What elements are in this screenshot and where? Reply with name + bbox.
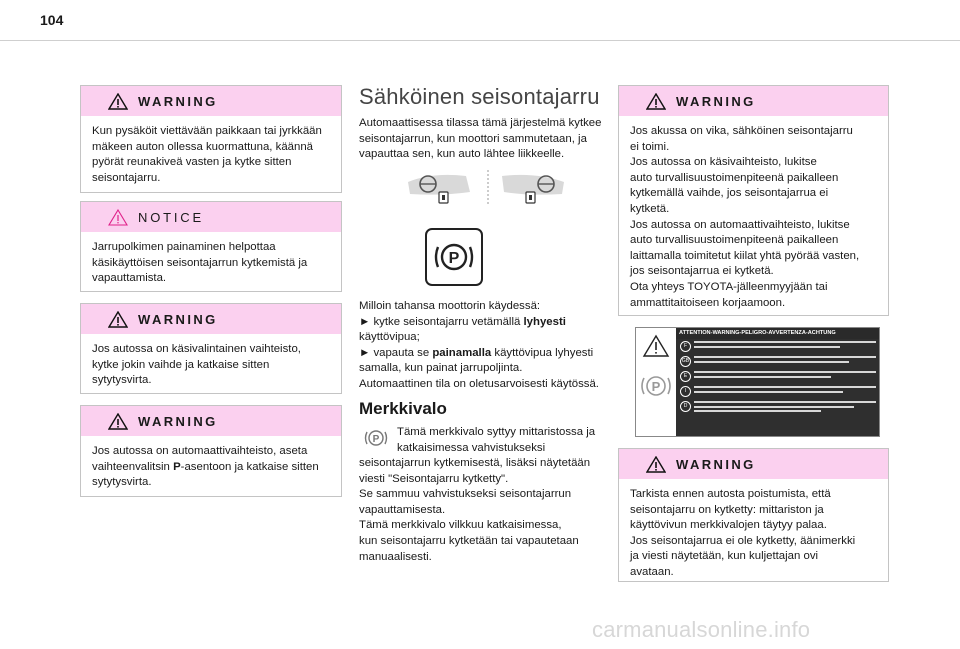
notice-header: [81, 202, 341, 232]
label-row: [676, 384, 879, 399]
bold-text: painamalla: [432, 346, 492, 359]
language-flag: GB: [680, 356, 691, 367]
bold-text: lyhyesti: [523, 315, 566, 328]
warning-box: [80, 85, 342, 193]
intro-paragraph: Automaattisessa tilassa tämä järjestelmä kytkee seisontajarrun, kun moottori sammutetaan, ja vapauttaa sen, kun auto lähtee liikkeelle.: [359, 117, 602, 161]
svg-text:P: P: [372, 434, 380, 445]
text-run: käyttövipua lyhyesti samalla, kun painat jarrupoljinta.: [359, 346, 594, 375]
indicator-text-rest: seisontajarrun kytkemisestä, lisäksi näytetään viesti "Seisontajarru kytketty". Se sammuu vahvistukseksi seisontajarrun vapauttamisesta. Tämä merkkivalo vilkkuu katkaisimessa, kun seisontajarru kytketään tai vapautetaan manuaalisesti.: [359, 457, 591, 563]
label-row: [676, 399, 879, 414]
page-title: Sähköinen seisontajarru: [359, 84, 600, 109]
warning-box: [80, 303, 342, 394]
warning-label-illustration: [635, 327, 880, 437]
warning-box: [80, 405, 342, 497]
language-flag: F: [680, 341, 691, 352]
warning-box: [618, 85, 889, 316]
text-run: Jos autossa on automaattivaihteisto, aseta vaihteenvalitsin: [92, 445, 308, 473]
section-subtitle: Merkkivalo: [359, 399, 447, 418]
warning-icon: [108, 413, 128, 430]
text-run: Milloin tahansa moottorin käydessä:: [359, 300, 541, 312]
indicator-text-first: Tämä merkkivalo syttyy mittaristossa ja katkaisimessa vahvistukseksi: [397, 426, 596, 454]
parking-brake-indicator-icon: [363, 427, 389, 449]
warning-header: [619, 449, 888, 479]
label-row: [676, 354, 879, 369]
label-header-text: ATTENTION-WARNING-PELIGRO-AVVERTENZA-ACHTUNG: [676, 328, 879, 339]
svg-text:P: P: [448, 250, 460, 267]
page-number: 104: [40, 12, 64, 28]
warning-heading: WARNING: [138, 93, 218, 109]
warning-box: [618, 448, 889, 582]
label-row: [676, 369, 879, 384]
warning-text: Jos autossa on käsivalintainen vaihteisto, kytke jokin vaihde ja katkaise sitten sytytysvirta.: [92, 343, 301, 387]
text-run: -asentoon ja katkaise sitten sytytysvirta.: [92, 460, 319, 489]
warning-icon: [108, 93, 128, 110]
parking-brake-button-illustration: [425, 228, 483, 286]
warning-icon: [646, 456, 666, 473]
notice-box: [80, 201, 342, 292]
language-flag: I: [680, 386, 691, 397]
manual-mode-paragraph: [359, 299, 621, 393]
watermark: carmanualsonline.info: [592, 617, 811, 642]
warning-heading: WARNING: [138, 413, 218, 429]
warning-heading: WARNING: [138, 311, 218, 327]
label-symbols: [636, 328, 676, 436]
warning-heading: WARNING: [676, 456, 756, 472]
warning-header: [619, 86, 888, 116]
svg-text:P: P: [651, 379, 661, 394]
text-run: ► vapauta se: [359, 346, 433, 359]
warning-header: [81, 86, 341, 116]
warning-heading: WARNING: [676, 93, 756, 109]
warning-header: [81, 406, 341, 436]
warning-icon: [108, 311, 128, 328]
label-text-area: [676, 339, 879, 436]
warning-icon: [646, 93, 666, 110]
warning-header: [81, 304, 341, 334]
label-row: [676, 339, 879, 354]
warning-text: [81, 436, 341, 499]
notice-heading: NOTICE: [138, 209, 204, 225]
bold-text: P: [173, 460, 181, 473]
top-rule: [0, 40, 960, 41]
notice-text: Jarrupolkimen painaminen helpottaa käsikäyttöisen seisontajarrun kytkemistä ja vapauttamista.: [92, 241, 308, 285]
notice-icon: [108, 209, 128, 226]
warning-text: Tarkista ennen autosta poistumista, että seisontajarru on kytketty: mittariston ja käyttövivun merkkivalojen täytyy palaa. Jos seisontajarrua ei ole kytketty, äänimerkki ja viesti näytetään, kun kuljettajan ovi avataan.: [630, 488, 856, 578]
warning-text: Jos akussa on vika, sähköinen seisontajarru ei toimi. Jos autossa on käsivaihteisto, lukitse auto turvallisuustoimenpiteenä paikalleen kytkemällä vaihde, jos seisontajarrua ei kytketä. Jos autossa on automaattivaihteisto, lukitse auto turvallisuustoimenpiteenä paikalleen laittamalla toimitetut kiilat yhtä pyörää vasten, jos seisontajarrua ei kytketä. Ota yhteys TOYOTA-jälleenmyyjään tai ammattitaitoiseen korjaamoon.: [630, 125, 860, 309]
text-run: käyttövipua;: [359, 331, 420, 344]
language-flag: E: [680, 371, 691, 382]
warning-text: Kun pysäköit viettävään paikkaan tai jyrkkään mäkeen auton ollessa kuormattuna, käännä pyörät reunakiveä vasten ja kytke sitten seisontajarru.: [92, 125, 322, 184]
language-flag: D: [680, 401, 691, 412]
text-run: ► kytke seisontajarru vetämällä: [359, 315, 524, 328]
steering-wheel-illustration: [402, 168, 572, 208]
text-run: Automaattinen tila on oletusarvoisesti käytössä.: [359, 377, 599, 390]
